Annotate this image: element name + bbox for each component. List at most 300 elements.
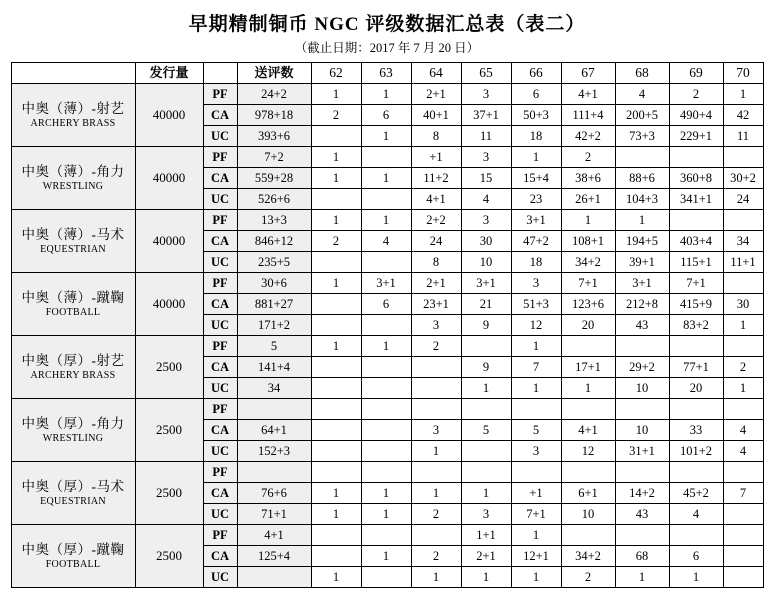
- grade-value-64: 1: [411, 567, 461, 588]
- grade-value-67: 4+1: [561, 420, 615, 441]
- grade-value-69: 33: [669, 420, 723, 441]
- coin-name-en: WRESTLING: [42, 180, 104, 192]
- grade-value-69: 77+1: [669, 357, 723, 378]
- grade-value-64: 23+1: [411, 294, 461, 315]
- coin-name-en: EQUESTRIAN: [40, 243, 106, 255]
- grade-value-62: 1: [311, 567, 361, 588]
- coin-name-cell: [11, 399, 135, 462]
- grade-value-65: 15: [461, 168, 511, 189]
- grade-value-66: 5: [511, 420, 561, 441]
- coin-name-cell: [11, 525, 135, 588]
- grade-value-69: 83+2: [669, 315, 723, 336]
- grade-value-69: 403+4: [669, 231, 723, 252]
- coin-name-cell: [11, 273, 135, 336]
- grade-value-67: 123+6: [561, 294, 615, 315]
- grade-value-69: 6: [669, 546, 723, 567]
- grade-value-64: 3: [411, 420, 461, 441]
- header-grade-66: 66: [511, 63, 561, 84]
- grade-value-62: 1: [311, 210, 361, 231]
- grade-value-65: 9: [461, 315, 511, 336]
- grade-value-70: 24: [723, 189, 763, 210]
- grade-value-66: 50+3: [511, 105, 561, 126]
- grade-value-69: 415+9: [669, 294, 723, 315]
- grade-value-68: 200+5: [615, 105, 669, 126]
- grade-value-66: [511, 462, 561, 483]
- grade-type-ca: CA: [203, 546, 237, 567]
- grade-value-63: [361, 462, 411, 483]
- grade-value-64: 8: [411, 126, 461, 147]
- table-header-row: [11, 63, 763, 84]
- grade-value-66: 1: [511, 525, 561, 546]
- grade-value-65: 3: [461, 147, 511, 168]
- grade-value-63: [361, 378, 411, 399]
- submitted-count: 5: [237, 336, 311, 357]
- issue-quantity: 2500: [135, 336, 203, 399]
- grade-value-67: 108+1: [561, 231, 615, 252]
- submitted-count: 76+6: [237, 483, 311, 504]
- header-grade-62: 62: [311, 63, 361, 84]
- grade-value-67: 34+2: [561, 252, 615, 273]
- grade-value-69: 341+1: [669, 189, 723, 210]
- grade-value-68: [615, 336, 669, 357]
- grade-value-64: [411, 525, 461, 546]
- grade-value-64: [411, 462, 461, 483]
- coin-name-en: FOOTBALL: [45, 558, 101, 570]
- grade-value-70: [723, 504, 763, 525]
- grade-value-63: 3+1: [361, 273, 411, 294]
- grade-value-66: 1: [511, 147, 561, 168]
- submitted-count: 30+6: [237, 273, 311, 294]
- grade-type-uc: UC: [203, 441, 237, 462]
- grade-value-65: 30: [461, 231, 511, 252]
- grade-type-pf: PF: [203, 336, 237, 357]
- grade-value-67: 2: [561, 147, 615, 168]
- grade-value-69: 4: [669, 504, 723, 525]
- grade-value-64: 2: [411, 336, 461, 357]
- grade-value-68: 14+2: [615, 483, 669, 504]
- page-subtitle: （截止日期：2017 年 7 月 20 日）: [294, 41, 480, 55]
- grade-value-67: 12: [561, 441, 615, 462]
- header-grade-63: 63: [361, 63, 411, 84]
- grade-value-68: 1: [615, 567, 669, 588]
- grade-value-62: 2: [311, 231, 361, 252]
- grade-value-62: [311, 462, 361, 483]
- coin-name-en: ARCHERY BRASS: [30, 369, 116, 381]
- grade-value-63: 6: [361, 294, 411, 315]
- issue-quantity: 2500: [135, 399, 203, 462]
- header-grade-70: 70: [723, 63, 763, 84]
- grade-value-63: [361, 189, 411, 210]
- grade-value-68: 29+2: [615, 357, 669, 378]
- grade-value-66: 51+3: [511, 294, 561, 315]
- grade-value-70: 1: [723, 84, 763, 105]
- grade-type-pf: PF: [203, 462, 237, 483]
- grade-type-uc: UC: [203, 126, 237, 147]
- submitted-count: 235+5: [237, 252, 311, 273]
- grade-value-64: 2: [411, 546, 461, 567]
- grade-value-67: 2: [561, 567, 615, 588]
- grade-value-62: 1: [311, 147, 361, 168]
- grade-value-68: [615, 147, 669, 168]
- grade-value-64: 24: [411, 231, 461, 252]
- grade-value-65: 3: [461, 210, 511, 231]
- coin-name-cn: 中奥（薄）-蹴鞠: [21, 289, 125, 305]
- grade-type-pf: PF: [203, 210, 237, 231]
- grade-value-66: 1: [511, 567, 561, 588]
- grade-value-64: 2+2: [411, 210, 461, 231]
- coin-name-en: ARCHERY BRASS: [30, 117, 116, 129]
- grade-type-ca: CA: [203, 357, 237, 378]
- grade-type-ca: CA: [203, 231, 237, 252]
- grade-value-69: [669, 336, 723, 357]
- grade-value-69: 45+2: [669, 483, 723, 504]
- grade-value-68: 43: [615, 315, 669, 336]
- grade-value-63: 1: [361, 336, 411, 357]
- grade-value-63: 4: [361, 231, 411, 252]
- grade-value-64: 40+1: [411, 105, 461, 126]
- grade-type-pf: PF: [203, 525, 237, 546]
- grade-value-65: 5: [461, 420, 511, 441]
- submitted-count: 24+2: [237, 84, 311, 105]
- grade-value-66: 1: [511, 378, 561, 399]
- grade-value-70: [723, 546, 763, 567]
- grade-value-67: 7+1: [561, 273, 615, 294]
- grade-value-67: 38+6: [561, 168, 615, 189]
- grade-value-68: [615, 462, 669, 483]
- grade-value-65: 1+1: [461, 525, 511, 546]
- grade-type-uc: UC: [203, 315, 237, 336]
- grade-value-70: 30: [723, 294, 763, 315]
- submitted-count: 559+28: [237, 168, 311, 189]
- grade-value-70: [723, 525, 763, 546]
- grade-value-66: 23: [511, 189, 561, 210]
- grade-value-70: 2: [723, 357, 763, 378]
- grade-value-68: 1: [615, 210, 669, 231]
- grade-value-67: [561, 399, 615, 420]
- grade-value-66: 7+1: [511, 504, 561, 525]
- grade-value-63: [361, 315, 411, 336]
- grade-value-68: 31+1: [615, 441, 669, 462]
- coin-name-cn: 中奥（薄）-射艺: [21, 100, 125, 116]
- grade-value-69: 360+8: [669, 168, 723, 189]
- grade-value-63: [361, 399, 411, 420]
- coin-name-cn: 中奥（厚）-马术: [21, 478, 125, 494]
- grade-value-63: 1: [361, 483, 411, 504]
- grade-value-68: [615, 399, 669, 420]
- header-empty-name: [11, 63, 135, 84]
- coin-name-cell: [11, 462, 135, 525]
- grade-value-63: 1: [361, 168, 411, 189]
- submitted-count: 393+6: [237, 126, 311, 147]
- grade-value-62: [311, 378, 361, 399]
- document-page: [0, 9, 774, 613]
- grade-value-65: 1: [461, 483, 511, 504]
- coin-name-en: WRESTLING: [42, 432, 104, 444]
- grade-value-68: 73+3: [615, 126, 669, 147]
- header-grade-68: 68: [615, 63, 669, 84]
- grade-value-63: [361, 357, 411, 378]
- grade-value-70: 11+1: [723, 252, 763, 273]
- grade-value-63: [361, 441, 411, 462]
- coin-name-cn: 中奥（厚）-角力: [21, 415, 125, 431]
- grade-type-pf: PF: [203, 147, 237, 168]
- grade-value-69: [669, 399, 723, 420]
- grade-value-65: 2+1: [461, 546, 511, 567]
- grade-type-ca: CA: [203, 168, 237, 189]
- grade-value-62: 1: [311, 273, 361, 294]
- grade-value-69: [669, 210, 723, 231]
- grade-value-67: 34+2: [561, 546, 615, 567]
- grade-value-66: 12: [511, 315, 561, 336]
- submitted-count: 64+1: [237, 420, 311, 441]
- grade-value-70: [723, 336, 763, 357]
- grade-type-pf: PF: [203, 399, 237, 420]
- header-grade-69: 69: [669, 63, 723, 84]
- grade-value-65: 3: [461, 504, 511, 525]
- grade-value-63: [361, 147, 411, 168]
- submitted-count: 152+3: [237, 441, 311, 462]
- grade-value-65: [461, 399, 511, 420]
- page-title: 早期精制铜币 NGC 评级数据汇总表（表二）: [188, 14, 586, 35]
- submitted-count: 141+4: [237, 357, 311, 378]
- grade-value-65: [461, 336, 511, 357]
- grade-value-62: [311, 420, 361, 441]
- grade-value-67: 10: [561, 504, 615, 525]
- grade-value-70: 30+2: [723, 168, 763, 189]
- grade-value-64: [411, 357, 461, 378]
- grade-value-67: 42+2: [561, 126, 615, 147]
- table-row: [11, 147, 763, 168]
- grade-value-65: 1: [461, 378, 511, 399]
- grade-value-68: 43: [615, 504, 669, 525]
- grade-value-67: 26+1: [561, 189, 615, 210]
- grade-value-67: [561, 525, 615, 546]
- submitted-count: 978+18: [237, 105, 311, 126]
- grade-value-62: [311, 294, 361, 315]
- grade-value-69: 2: [669, 84, 723, 105]
- grade-value-66: 18: [511, 252, 561, 273]
- grade-value-65: 1: [461, 567, 511, 588]
- table-row: [11, 273, 763, 294]
- coin-name-cell: [11, 210, 135, 273]
- grade-value-68: 10: [615, 420, 669, 441]
- grade-value-64: 4+1: [411, 189, 461, 210]
- submitted-count: 526+6: [237, 189, 311, 210]
- grade-value-65: 4: [461, 189, 511, 210]
- grade-value-70: [723, 147, 763, 168]
- grade-value-65: 11: [461, 126, 511, 147]
- submitted-count: 171+2: [237, 315, 311, 336]
- grade-value-64: 1: [411, 483, 461, 504]
- grade-type-ca: CA: [203, 483, 237, 504]
- grade-value-68: 10: [615, 378, 669, 399]
- grade-type-ca: CA: [203, 105, 237, 126]
- issue-quantity: 40000: [135, 210, 203, 273]
- grade-value-70: 11: [723, 126, 763, 147]
- coin-name-cn: 中奥（薄）-马术: [21, 226, 125, 242]
- grade-value-64: 2: [411, 504, 461, 525]
- grade-value-69: 101+2: [669, 441, 723, 462]
- submitted-count: [237, 567, 311, 588]
- grade-value-63: 1: [361, 126, 411, 147]
- grade-value-63: [361, 252, 411, 273]
- grade-type-ca: CA: [203, 420, 237, 441]
- header-grade-65: 65: [461, 63, 511, 84]
- grade-value-66: 12+1: [511, 546, 561, 567]
- grade-value-67: 1: [561, 378, 615, 399]
- coin-name-cn: 中奥（厚）-蹴鞠: [21, 541, 125, 557]
- grade-value-69: [669, 147, 723, 168]
- grade-value-70: [723, 210, 763, 231]
- grade-value-62: 2: [311, 105, 361, 126]
- submitted-count: 881+27: [237, 294, 311, 315]
- grade-value-65: 21: [461, 294, 511, 315]
- grade-type-uc: UC: [203, 189, 237, 210]
- grade-value-68: 194+5: [615, 231, 669, 252]
- grade-value-66: 3: [511, 273, 561, 294]
- grade-type-uc: UC: [203, 504, 237, 525]
- grade-value-70: [723, 273, 763, 294]
- grade-value-67: 6+1: [561, 483, 615, 504]
- grade-value-66: 47+2: [511, 231, 561, 252]
- table-row: [11, 336, 763, 357]
- grade-value-70: [723, 462, 763, 483]
- grade-type-pf: PF: [203, 84, 237, 105]
- ngc-grading-table: [11, 62, 764, 588]
- grade-value-64: +1: [411, 147, 461, 168]
- grade-value-62: [311, 252, 361, 273]
- grade-value-63: 6: [361, 105, 411, 126]
- grade-value-66: [511, 399, 561, 420]
- coin-name-cn: 中奥（薄）-角力: [21, 163, 125, 179]
- grade-value-67: [561, 462, 615, 483]
- grade-value-67: [561, 336, 615, 357]
- table-row: [11, 525, 763, 546]
- grade-value-62: [311, 525, 361, 546]
- grade-value-66: 1: [511, 336, 561, 357]
- grade-value-70: 42: [723, 105, 763, 126]
- grade-value-62: [311, 315, 361, 336]
- grade-type-ca: CA: [203, 294, 237, 315]
- grade-value-64: 11+2: [411, 168, 461, 189]
- grade-value-66: 3: [511, 441, 561, 462]
- grade-value-65: [461, 462, 511, 483]
- grade-value-62: [311, 126, 361, 147]
- header-grade-type: [203, 63, 237, 84]
- grade-value-65: [461, 441, 511, 462]
- grade-value-70: 4: [723, 420, 763, 441]
- coin-name-en: FOOTBALL: [45, 306, 101, 318]
- grade-value-67: 1: [561, 210, 615, 231]
- grade-value-62: 1: [311, 336, 361, 357]
- grade-type-uc: UC: [203, 252, 237, 273]
- grade-value-68: 39+1: [615, 252, 669, 273]
- grade-type-pf: PF: [203, 273, 237, 294]
- grade-value-62: [311, 546, 361, 567]
- grade-value-65: 10: [461, 252, 511, 273]
- grade-value-68: 3+1: [615, 273, 669, 294]
- grade-value-70: [723, 567, 763, 588]
- grade-value-69: 115+1: [669, 252, 723, 273]
- header-issue: 发行量: [135, 63, 203, 84]
- grade-value-67: 4+1: [561, 84, 615, 105]
- header-submitted: 送评数: [237, 63, 311, 84]
- table-row: [11, 399, 763, 420]
- grade-value-68: [615, 525, 669, 546]
- grade-value-66: +1: [511, 483, 561, 504]
- grade-value-68: 68: [615, 546, 669, 567]
- submitted-count: 13+3: [237, 210, 311, 231]
- grade-value-65: 37+1: [461, 105, 511, 126]
- grade-value-70: 4: [723, 441, 763, 462]
- grade-value-68: 4: [615, 84, 669, 105]
- grade-value-64: [411, 378, 461, 399]
- grade-value-62: 1: [311, 483, 361, 504]
- grade-value-62: 1: [311, 168, 361, 189]
- issue-quantity: 40000: [135, 273, 203, 336]
- grade-value-63: 1: [361, 546, 411, 567]
- coin-name-en: EQUESTRIAN: [40, 495, 106, 507]
- submitted-count: [237, 462, 311, 483]
- grade-value-62: [311, 399, 361, 420]
- grade-value-68: 212+8: [615, 294, 669, 315]
- grade-value-64: 8: [411, 252, 461, 273]
- grade-value-66: 7: [511, 357, 561, 378]
- grade-value-70: [723, 399, 763, 420]
- issue-quantity: 40000: [135, 84, 203, 147]
- grade-value-64: 3: [411, 315, 461, 336]
- grade-value-69: 490+4: [669, 105, 723, 126]
- grade-value-70: 1: [723, 315, 763, 336]
- grade-value-63: [361, 525, 411, 546]
- submitted-count: 846+12: [237, 231, 311, 252]
- grade-value-66: 6: [511, 84, 561, 105]
- table-row: [11, 210, 763, 231]
- grade-value-69: 7+1: [669, 273, 723, 294]
- grade-value-64: 2+1: [411, 84, 461, 105]
- grade-value-62: 1: [311, 84, 361, 105]
- grade-value-62: 1: [311, 504, 361, 525]
- coin-name-cell: [11, 84, 135, 147]
- grade-value-69: 20: [669, 378, 723, 399]
- submitted-count: [237, 399, 311, 420]
- grade-value-69: 229+1: [669, 126, 723, 147]
- coin-name-cn: 中奥（厚）-射艺: [21, 352, 125, 368]
- grade-value-65: 3: [461, 84, 511, 105]
- issue-quantity: 2500: [135, 462, 203, 525]
- grade-value-67: 111+4: [561, 105, 615, 126]
- coin-name-cell: [11, 336, 135, 399]
- grade-value-69: 1: [669, 567, 723, 588]
- grade-value-63: 1: [361, 210, 411, 231]
- grade-value-63: [361, 420, 411, 441]
- grade-value-70: 1: [723, 378, 763, 399]
- grade-value-67: 20: [561, 315, 615, 336]
- grade-value-62: [311, 357, 361, 378]
- grade-value-68: 104+3: [615, 189, 669, 210]
- submitted-count: 71+1: [237, 504, 311, 525]
- grade-value-62: [311, 441, 361, 462]
- submitted-count: 125+4: [237, 546, 311, 567]
- grade-value-70: 34: [723, 231, 763, 252]
- grade-value-63: 1: [361, 84, 411, 105]
- grade-value-63: [361, 567, 411, 588]
- grade-value-70: 7: [723, 483, 763, 504]
- header-grade-67: 67: [561, 63, 615, 84]
- grade-value-65: 3+1: [461, 273, 511, 294]
- submitted-count: 7+2: [237, 147, 311, 168]
- grade-value-66: 15+4: [511, 168, 561, 189]
